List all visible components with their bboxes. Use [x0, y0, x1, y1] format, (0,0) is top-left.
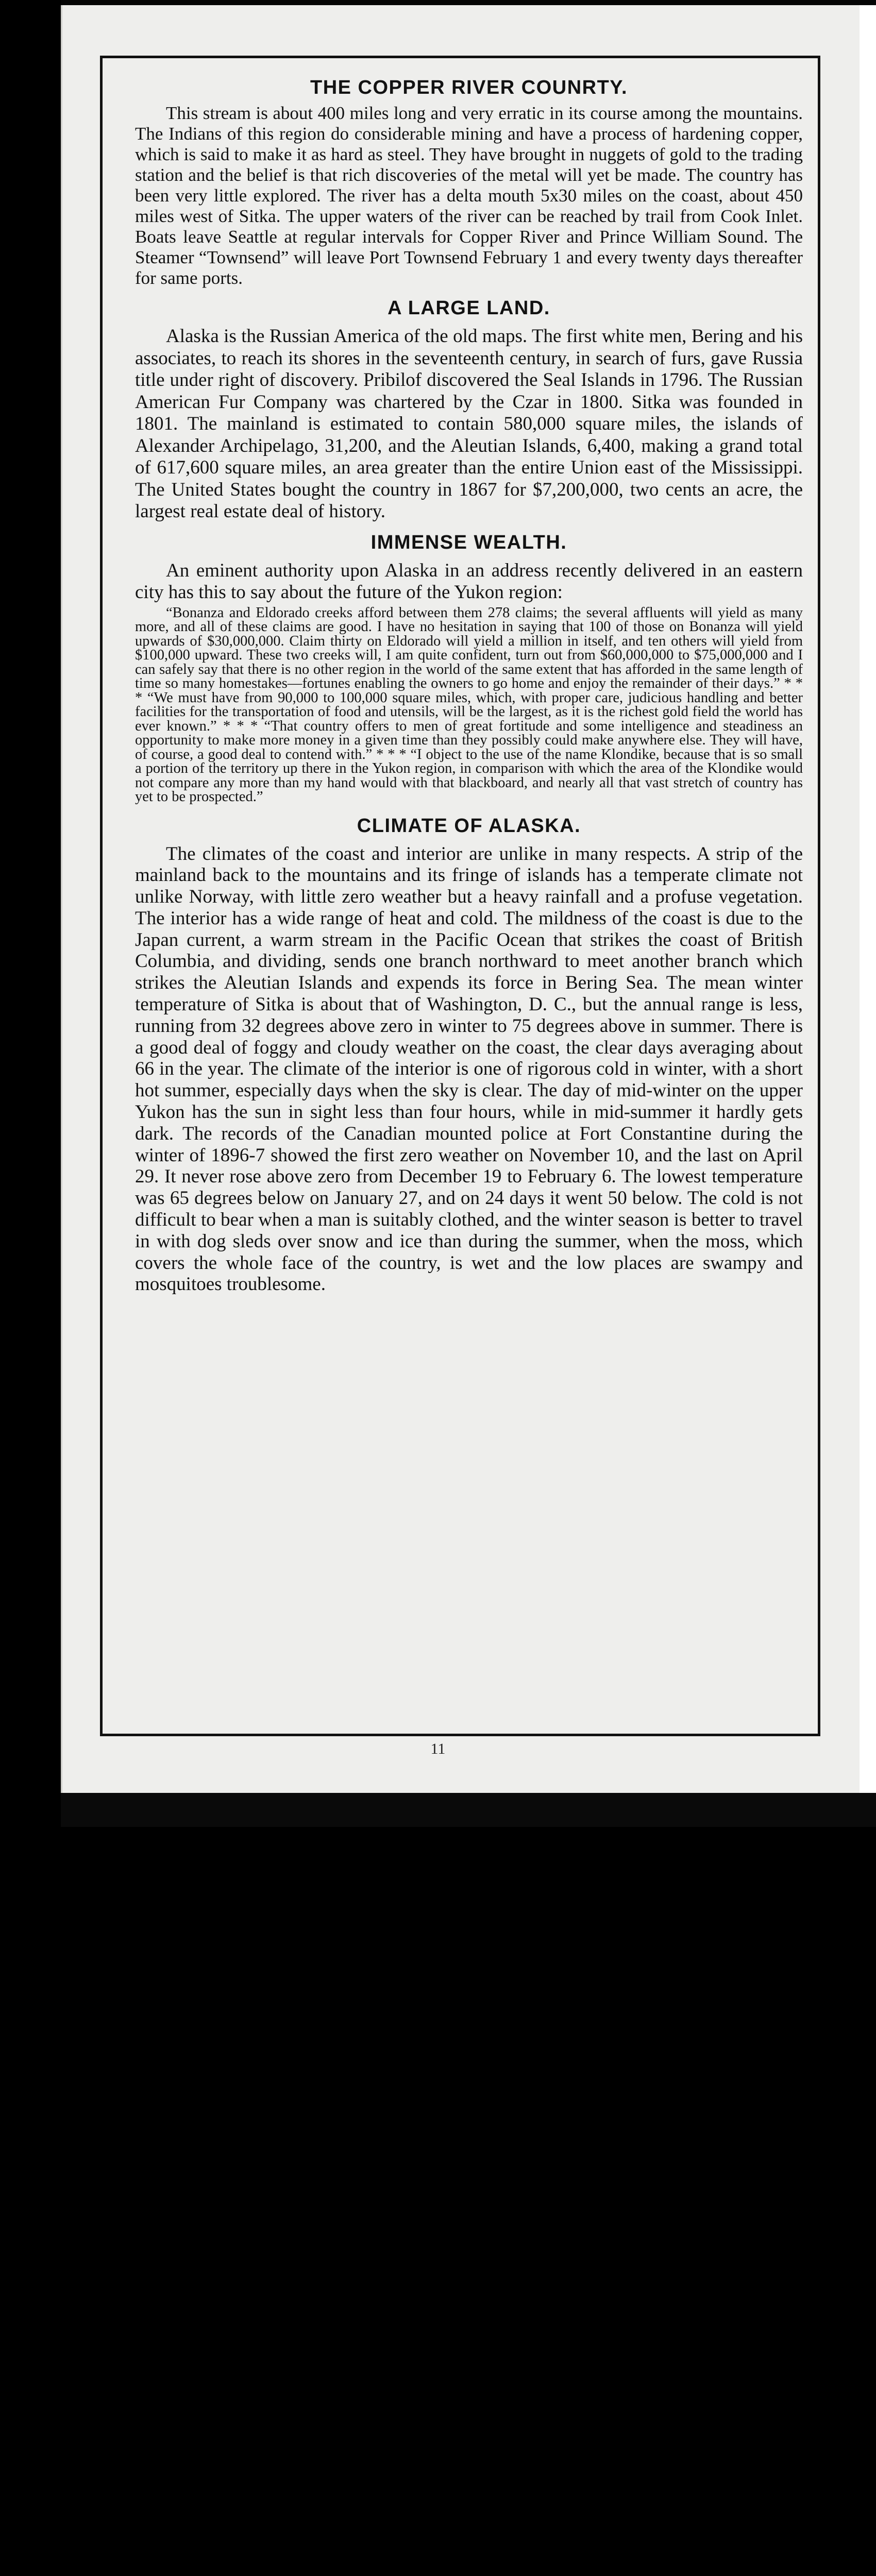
- scan-left-margin: [0, 0, 61, 1827]
- paper-right-edge: [860, 5, 876, 1808]
- article-column: [135, 72, 803, 1295]
- section-heading-large-land: A LARGE LAND.: [388, 297, 550, 319]
- scan-bottom-margin: [61, 1793, 876, 1827]
- section-quote-immense-wealth: “Bonanza and Eldorado creeks afford between them 278 claims; the several affluents will yield as many more, and all of these claims are good. I have no hesitation in saying that 100 of those on Bonanza will yield upwards of $30,000,000. Claim thirty on Eldorado will yield a million in itself, and ten others will yield from $100,000 upward. These two creeks will, I am quite confident, turn out from $60,000,000 to $75,000,000 and I can safely say that there is no other region in the world of the same extent that has afforded in the same length of time so many homestakes—fortunes enabling the owners to go home and enjoy the remainder of their days.” * * * “We must have from 90,000 to 100,000 square miles, which, with proper care, judicious handling and better facilities for the transportation of food and utensils, will be the largest, as it is the richest gold field the world has ever known.” * * * “That country offers to men of great fortitude and some intelligence and steadiness an opportunity to make more money in a given time than they possibly could make anywhere else. They will have, of course, a good deal to contend with.” * * * “I object to the use of the name Klondike, because that is so small a portion of the territory up there in the Yukon region, in comparison with which the area of the Klondike would not compare any more than my hand would with that blackboard, and nearly all that vast stretch of country has yet to be prospected.”: [135, 604, 803, 805]
- section-heading-climate: CLIMATE OF ALASKA.: [357, 815, 581, 837]
- section-body-copper-river: This stream is about 400 miles long and very erratic in its course among the mountains. The Indians of this region do considerable mining and have a process of hardening copper, which is said to make it as hard as steel. They have brought in nuggets of gold to the trading station and the belief is that rich discoveries of the metal will yet be made. The country has been very little explored. The river has a delta mouth 5x30 miles on the coast, about 450 miles west of Sitka. The upper waters of the river can be reached by trail from Cook Inlet. Boats leave Seattle at regular intervals for Copper River and Prince William Sound. The Steamer “Townsend” will leave Port Townsend February 1 and every twenty days thereafter for same ports.: [135, 103, 803, 288]
- section-body-climate: The climates of the coast and interior are unlike in many respects. A strip of the mainland back to the mountains and its fringe of islands has a temperate climate not unlike Norway, with little zero weather but a heavy rainfall and a profuse vegetation. The interior has a wide range of heat and cold. The mildness of the coast is due to the Japan current, a warm stream in the Pacific Ocean that strikes the coast of British Columbia, and dividing, sends one branch northward to meet another branch which strikes the Aleutian Islands and expends its force in Bering Sea. The mean winter temperature of Sitka is about that of Washington, D. C., but the annual range is less, running from 32 degrees above zero in winter to 75 degrees above in summer. There is a good deal of foggy and cloudy weather on the coast, the clear days averaging about 66 in the year. The climate of the interior is one of rigorous cold in winter, with a short hot summer, especially days when the sky is clear. The day of mid-winter on the upper Yukon has the sun in sight less than four hours, while in mid-summer it hardly gets dark. The records of the Canadian mounted police at Fort Constantine during the winter of 1896-7 showed the first zero weather on November 10, and the last on April 29. It never rose above zero from December 19 to February 6. The lowest temperature was 65 degrees below on January 27, and on 24 days it went 50 below. The cold is not difficult to bear when a man is suitably clothed, and the winter season is better to travel in with dog sleds over snow and ice than during the summer, when the moss, which covers the whole face of the country, is wet and the low places are swampy and mosquitoes troublesome.: [135, 843, 803, 1295]
- section-body-large-land: Alaska is the Russian America of the old maps. The first white men, Bering and his associates, to reach its shores in the seventeenth century, in search of furs, gave Russia title under right of discovery. Pribilof discovered the Seal Islands in 1796. The Russian American Fur Company was chartered by the Czar in 1800. Sitka was founded in 1801. The mainland is estimated to contain 580,000 square miles, the islands of Alexander Archipelago, 31,200, and the Aleutian Islands, 6,400, making a grand total of 617,600 square miles, an area greater than the entire Union east of the Mississippi. The United States bought the country in 1867 for $7,200,000, two cents an acre, the largest real estate deal of history.: [135, 326, 803, 522]
- section-intro-immense-wealth: An eminent authority upon Alaska in an address recently delivered in an eastern city has this to say about the future of the Yukon region:: [135, 560, 803, 603]
- section-heading-copper-river: THE COPPER RIVER COUNRTY.: [310, 77, 628, 98]
- page-number: 11: [430, 1740, 446, 1757]
- section-heading-immense-wealth: IMMENSE WEALTH.: [370, 531, 567, 553]
